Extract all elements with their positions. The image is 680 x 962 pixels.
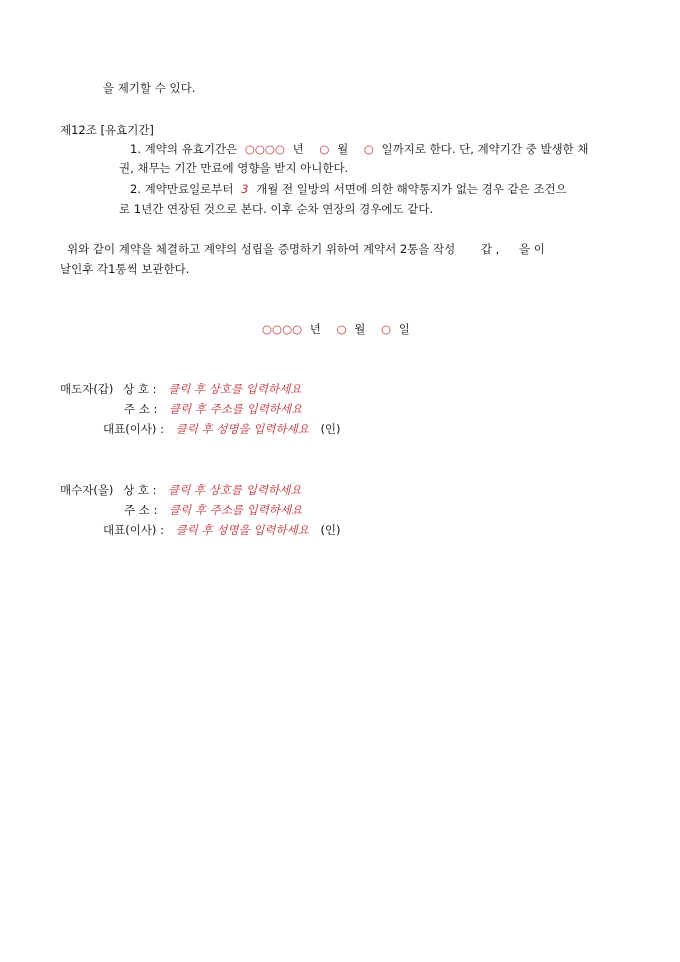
notice-months-value[interactable]: 3 [241,182,249,196]
buyer-address-label: 주 소 : [124,503,158,517]
seller-seal: (인) [320,422,341,436]
date-month-placeholder[interactable]: ○ [336,322,347,336]
buyer-rep-row [103,523,341,537]
seller-company-label: 상 호 : [123,382,157,396]
closing-gap-party: 갑 , [480,242,500,256]
date-year-unit: 년 [309,322,321,336]
validity-month-placeholder[interactable]: ○ [319,142,330,156]
buyer-company-label: 상 호 : [123,483,157,497]
buyer-address-field[interactable]: 클릭 후 주소를 입력하세요 [169,503,303,517]
seller-rep-field[interactable]: 클릭 후 성명을 입력하세요 [175,422,309,436]
buyer-address-row [124,503,302,517]
year-unit: 년 [292,142,304,156]
seller-prefix: 매도자(갑) [60,382,114,396]
buyer-company-row [60,483,301,497]
seller-address-label: 주 소 : [124,402,158,416]
buyer-prefix: 매수자(을) [60,483,114,497]
item2-text-a: 2. 계약만료일로부터 [130,182,234,196]
closing-line1 [67,242,545,256]
seller-address-field[interactable]: 클릭 후 주소를 입력하세요 [169,402,303,416]
buyer-rep-label: 대표(이사) : [103,523,164,537]
article-12-item1-line2: 권, 채무는 기간 만료에 영향을 받지 아니한다. [119,161,349,175]
validity-year-placeholder[interactable]: ○○○○ [244,142,285,156]
article-12-item2-line2: 로 1년간 연장된 것으로 본다. 이후 순차 연장의 경우에도 같다. [119,202,434,216]
date-month-unit: 월 [354,322,366,336]
closing-line2: 날인후 각1통씩 보관한다. [60,262,190,276]
contract-date [262,322,410,336]
buyer-rep-field[interactable]: 클릭 후 성명을 입력하세요 [175,523,309,537]
closing-eul-party: 을 이 [518,242,545,256]
continuation-text: 을 제기할 수 있다. [103,81,196,95]
validity-day-placeholder[interactable]: ○ [363,142,374,156]
item2-text-b: 개월 전 일방의 서면에 의한 해약통지가 없는 경우 같은 조건으 [256,182,567,196]
seller-company-row [60,382,301,396]
item1-text-b: 일까지로 한다. 단, 계약기간 중 발생한 채 [381,142,589,156]
closing-text-a: 위와 같이 계약을 체결하고 계약의 성립을 증명하기 위하여 계약서 2통을 작성 [67,242,456,256]
month-unit: 월 [337,142,349,156]
item1-text-a: 1. 계약의 유효기간은 [130,142,238,156]
date-day-placeholder[interactable]: ○ [381,322,392,336]
seller-address-row [124,402,302,416]
article-12-item1-line1 [130,142,589,156]
date-day-unit: 일 [398,322,410,336]
seller-rep-row [103,422,341,436]
buyer-seal: (인) [320,523,341,537]
seller-company-field[interactable]: 클릭 후 상호를 입력하세요 [168,382,302,396]
seller-rep-label: 대표(이사) : [103,422,164,436]
article-12-heading: 제12조 [유효기간] [60,123,154,137]
date-year-placeholder[interactable]: ○○○○ [262,322,303,336]
article-12-item2-line1 [130,182,567,196]
buyer-company-field[interactable]: 클릭 후 상호를 입력하세요 [168,483,302,497]
